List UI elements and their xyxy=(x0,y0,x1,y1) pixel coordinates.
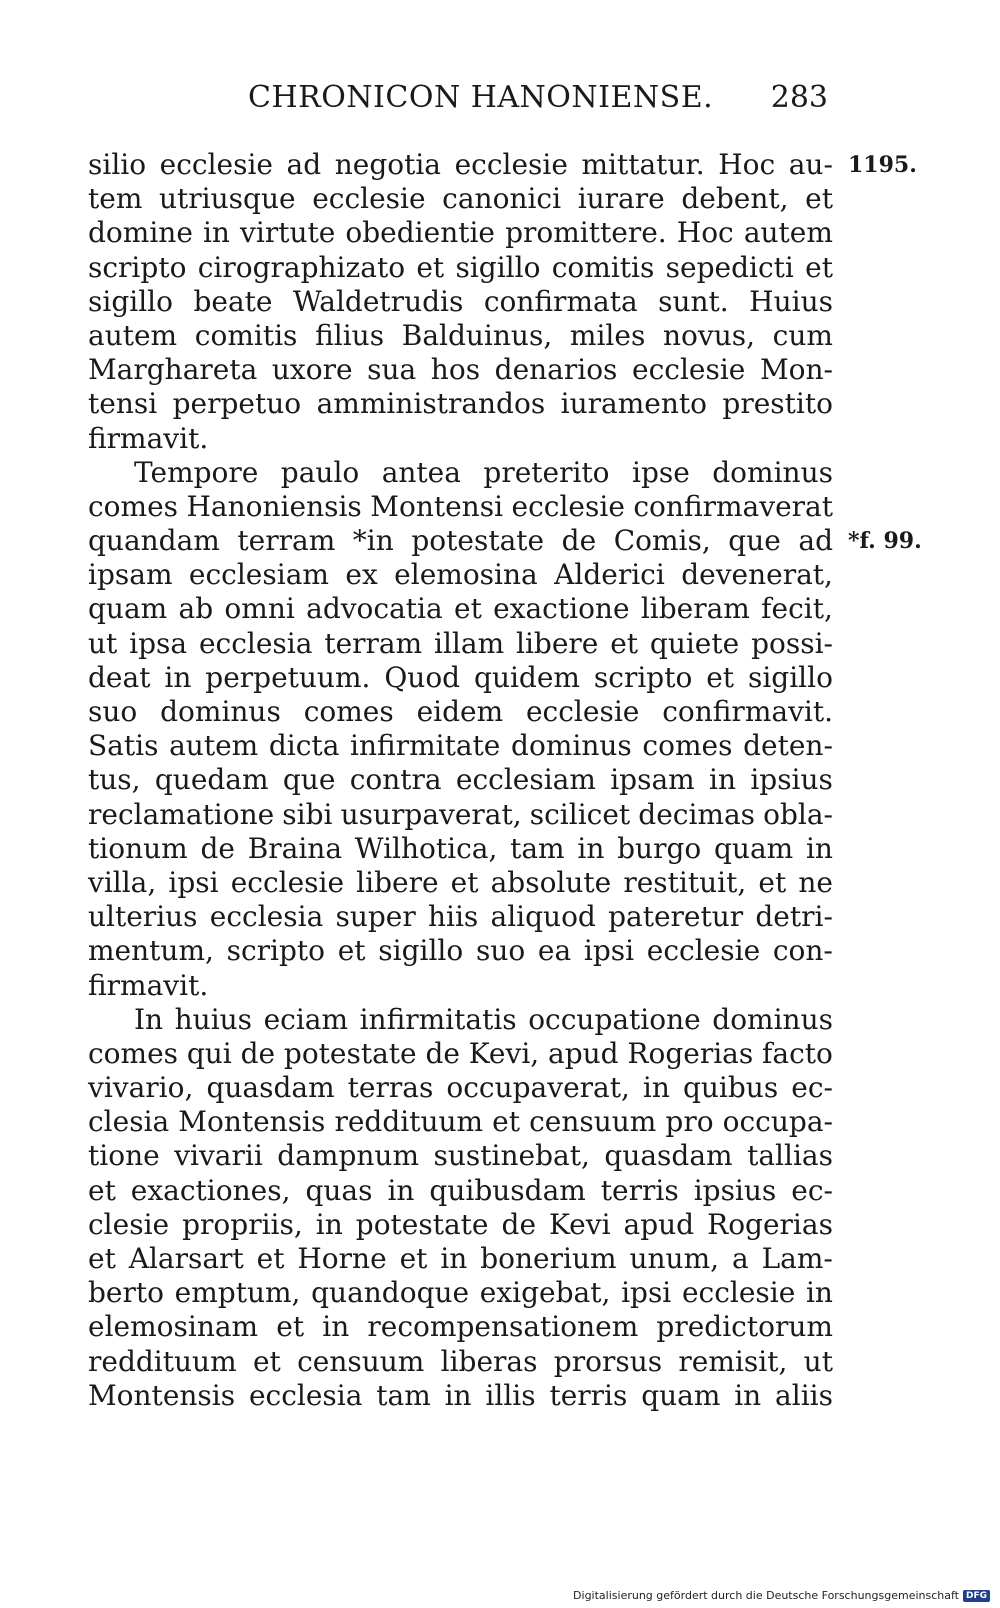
page-header xyxy=(248,78,828,118)
text-line: comes qui de potestate de Kevi, apud Rogerias facto xyxy=(88,1036,833,1070)
margin-note-year: 1195. xyxy=(848,152,917,178)
dfg-logo-icon: DFG xyxy=(963,1590,990,1602)
text-line: firmavit. xyxy=(88,968,209,1002)
credit-text: Digitalisierung gefördert durch die Deutsche Forschungsgemeinschaft xyxy=(573,1589,959,1602)
text-line: clesia Montensis reddituum et censuum pro occupa- xyxy=(88,1105,833,1139)
text-line: villa, ipsi ecclesie libere et absolute restituit, et ne xyxy=(88,865,833,899)
text-line: reclamatione sibi usurpaverat, scilicet decimas obla- xyxy=(88,797,833,831)
text-line: clesie propriis, in potestate de Kevi apud Rogerias xyxy=(88,1207,833,1241)
text-line: quandam terram *in potestate de Comis, que ad xyxy=(88,524,833,558)
text-line: elemosinam et in recompensationem predictorum xyxy=(88,1310,833,1344)
text-line: Marghareta uxore sua hos denarios ecclesie Mon- xyxy=(88,353,833,387)
text-line: mentum, scripto et sigillo suo ea ipsi ecclesie con- xyxy=(88,934,833,968)
running-title: CHRONICON HANONIENSE. xyxy=(248,80,714,115)
text-line: firmavit. xyxy=(88,421,209,455)
text-line: quam ab omni advocatia et exactione liberam fecit, xyxy=(88,592,833,626)
text-line: tus, quedam que contra ecclesiam ipsam in ipsius xyxy=(88,763,833,797)
text-line: tionum de Braina Wilhotica, tam in burgo quam in xyxy=(88,831,833,865)
text-line: autem comitis filius Balduinus, miles novus, cum xyxy=(88,318,833,352)
text-line: deat in perpetuum. Quod quidem scripto et sigillo xyxy=(88,660,833,694)
text-line: scripto cirographizato et sigillo comitis sepedicti et xyxy=(88,250,833,284)
text-line: berto emptum, quandoque exigebat, ipsi ecclesie in xyxy=(88,1276,833,1310)
text-line: comes Hanoniensis Montensi ecclesie confirmaverat xyxy=(88,489,833,523)
margin-note-folio: *f. 99. xyxy=(848,528,922,555)
text-line: tem utriusque ecclesie canonici iurare debent, et xyxy=(88,182,833,216)
text-line: et Alarsart et Horne et in bonerium unum, a Lam- xyxy=(88,1242,833,1275)
text-line: tione vivarii dampnum sustinebat, quasdam tallias xyxy=(88,1139,833,1173)
digitization-credit xyxy=(573,1589,990,1602)
text-line: silio ecclesie ad negotia ecclesie mittatur. Hoc au- xyxy=(88,148,833,181)
text-line: suo dominus comes eidem ecclesie confirmavit. xyxy=(88,695,833,728)
text-line: In huius eciam infirmitatis occupatione dominus xyxy=(134,1002,833,1036)
page-number: 283 xyxy=(770,80,828,115)
text-line: et exactiones, quas in quibusdam terris ipsius ec- xyxy=(88,1173,833,1207)
body-text xyxy=(88,148,833,1413)
text-line: ulterius ecclesia super hiis aliquod pateretur detri- xyxy=(88,900,833,934)
text-line: tensi perpetuo amministrandos iuramento prestito xyxy=(88,387,833,421)
text-line: Satis autem dicta infirmitate dominus comes deten- xyxy=(88,729,833,763)
text-line: sigillo beate Waldetrudis confirmata sunt. Huius xyxy=(88,284,833,318)
text-line: vivario, quasdam terras occupaverat, in quibus ec- xyxy=(88,1071,833,1105)
text-line: domine in virtute obedientie promittere. Hoc autem xyxy=(88,216,833,250)
text-line: Tempore paulo antea preterito ipse dominus xyxy=(134,455,833,489)
text-line: ipsam ecclesiam ex elemosina Alderici devenerat, xyxy=(88,558,833,592)
text-line: reddituum et censuum liberas prorsus remisit, ut xyxy=(88,1344,833,1378)
text-line: ut ipsa ecclesia terram illam libere et quiete possi- xyxy=(88,626,833,660)
text-line: Montensis ecclesia tam in illis terris quam in aliis xyxy=(88,1378,833,1412)
